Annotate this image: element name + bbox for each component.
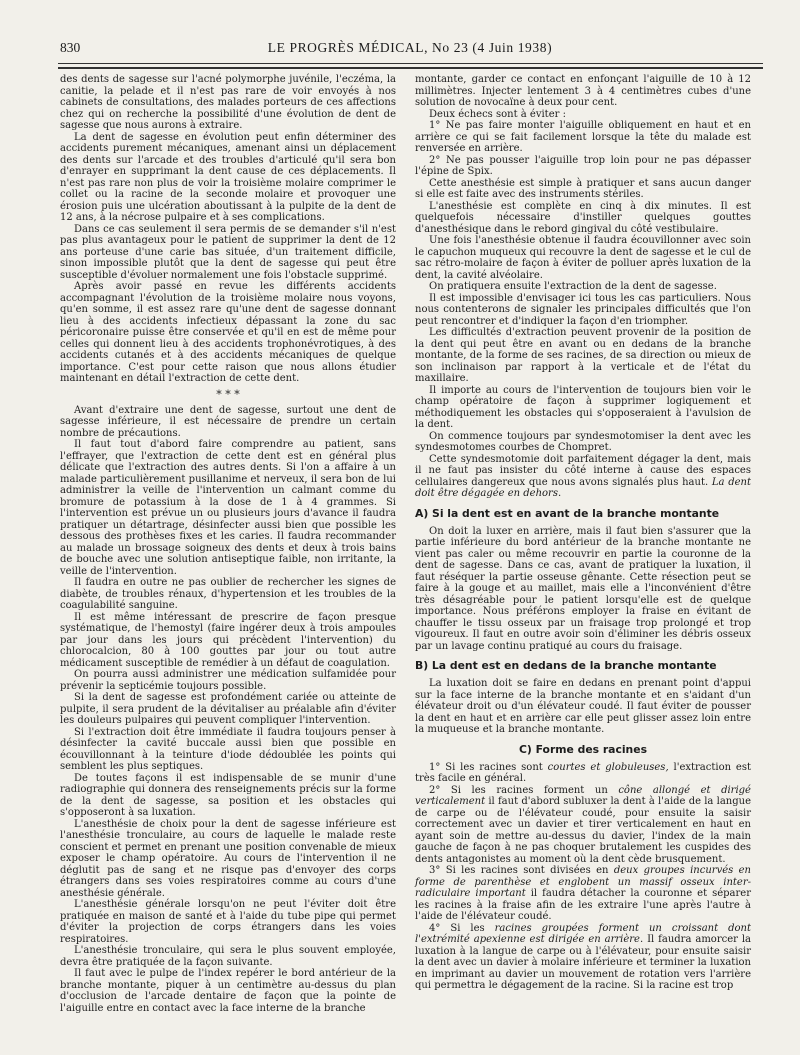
paragraph: L'anesthésie de choix pour la dent de sagesse inférieure est l'anesthésie tronculaire, au cours de laquelle le malade reste conscient et permet en prenant une position convenable de mieux exposer le champ opératoire. Au cours de l'intervention il ne déglutit pas de sang et ne risque pas d'envoyer des corps étrangers dans ses voies respiratoires comme au cours d'une anesthésie générale.	[60, 818, 396, 899]
paragraph: Les difficultés d'extraction peuvent provenir de la position de la dent qui peut être en avant ou en dedans de la branche montante, de la forme de ses racines, de sa direction ou mieux de son inclinaison par rapport à la verticale et de l'état du maxillaire.	[415, 327, 751, 384]
italic-phrase: La dent doit être dégagée en dehors.	[415, 476, 752, 499]
page-number: 830	[60, 40, 81, 55]
paragraph: Il est même intéressant de prescrire de façon presque systématique, de l'hemostyl (faire ingérer deux à trois ampoules par jour dans les jours qui précèdent l'intervention) du chlorocalcion, 80 à 100 gouttes par jour ou tout autre médicament susceptible de remédier à un défaut de coagulation.	[60, 611, 396, 669]
paragraph-text: 2° Si les racines forment un	[429, 784, 619, 796]
paragraph: Une fois l'anesthésie obtenue il faudra écouvillonner avec soin le capuchon muqueux qui recouvre la dent de sagesse et le cul de sac rétro-molaire de façon à éviter de polluer après luxation de la dent, la cavité alvéolaire.	[415, 235, 751, 281]
paragraph: De toutes façons il est indispensable de se munir d'une radiographie qui donnera des renseignements précis sur la forme de la dent de sagesse, sa position et les obstacles qui s'opposeront à sa luxation.	[60, 772, 396, 818]
italic-phrase: deux groupes incurvés en forme de parenthèse et englobent un massif osseux inter-radiculaire important	[415, 865, 752, 899]
paragraph: On pratiquera ensuite l'extraction de la dent de sagesse.	[429, 281, 717, 292]
paragraph: L'anesthésie tronculaire, qui sera le plus souvent employée, devra être pratiquée de la façon suivante.	[60, 945, 396, 968]
paragraph	[415, 785, 751, 866]
paragraph-text: l'extraction est très facile en général.	[415, 761, 751, 784]
paragraph-text: Il faudra amorcer la luxation à la langue de carpe ou à l'élévateur, pour ensuite saisir la dent avec un davier à molaire inférieure et terminer la luxation en imprimant au davier un mouvement de rotation vers l'arrière qui permettra le dégagement de la racine. Si la racine est trop	[415, 934, 751, 991]
paragraph: Avant d'extraire une dent de sagesse, surtout une dent de sagesse inférieure, il est nécessaire de prendre un certain nombre de précautions.	[60, 404, 396, 439]
paragraph	[415, 454, 751, 500]
paragraph: Dans ce cas seulement il sera permis de se demander s'il n'est pas plus avantageux pour le patient de supprimer la dent de 12 ans porteuse d'une carie bas située, d'un traitement difficile, sinon impossible plutôt que la dent de sagesse qui peut être susceptible d'évoluer normalement une fois l'obstacle supprimé.	[60, 223, 396, 281]
paragraph-text: 4° Si les	[429, 922, 495, 934]
left-column	[60, 74, 396, 1014]
paragraph-text: 3° Si les racines sont divisées en	[429, 865, 614, 876]
paragraph	[415, 865, 751, 923]
paragraph: La dent de sagesse en évolution peut enfin déterminer des accidents purement mécaniques, amenant ainsi un déplacement des dents sur l'arcade et des troubles d'articulé qu'il sera bon d'enrayer en supprimant la dent cause de ces déplacements. Il n'est pas rare non plus de voir la troisième molaire comprimer le collet ou la racine de la seconde molaire et provoquer une érosion puis une ulcération aboutissant à la pulpite de la dent de 12 ans, à la nécrose pulpaire et à ses complications.	[60, 131, 396, 223]
header-rule-thin	[58, 63, 763, 64]
paragraph: des dents de sagesse sur l'acné polymorphe juvénile, l'eczéma, la canitie, la pelade et il n'est pas rare de voir envoyés à nos cabinets de consultations, des malades porteurs de ces affections chez qui on recherche la possibilité d'une évolution de dent de sagesse que nous aurons à extraire.	[60, 74, 396, 131]
page-header	[60, 38, 760, 60]
paragraph: Il faut tout d'abord faire comprendre au patient, sans l'effrayer, que l'extraction de cette dent est en général plus délicate que l'extraction des autres dents. Si l'on a affaire à un malade particulièrement pusillanime et nerveux, il sera bon de lui administrer la veille de l'intervention un calmant comme du bromure de potassium à la dose de 1 à 4 grammes. Si l'intervention est prévue un ou plusieurs jours d'avance il faudra pratiquer un détartrage, désinfecter aussi bien que possible les dessous des prothèses fixes et les caries. Il faudra recommander au malade un brossage soigneux des dents et deux à trois bains de bouche avec une solution antiseptique faible, non irritante, la veille de l'intervention.	[60, 439, 396, 577]
italic-phrase: cône allongé et dirigé verticalement	[415, 784, 751, 807]
italic-phrase: courtes et globuleuses,	[547, 761, 669, 773]
paragraph-text: il faudra détacher la couronne et séparer les racines à la fraise afin de les extraire l'une après l'autre à l'aide de l'élévateur coudé.	[415, 888, 751, 922]
paragraph: Il importe au cours de l'intervention de toujours bien voir le champ opératoire de façon à supprimer logiquement et méthodiquement les obstacles qui s'opposeraient à l'avulsion de la dent.	[415, 384, 751, 430]
section-heading-c: C) Forme des racines	[518, 742, 647, 756]
paragraph: On commence toujours par syndesmotomiser la dent avec les syndesmotomes courbes de Chompret.	[415, 430, 751, 453]
section-separator-stars: * * *	[216, 387, 240, 401]
paragraph-text: 1° Si les racines sont	[429, 761, 548, 773]
header-rule-thick	[58, 67, 763, 69]
paragraph	[415, 923, 751, 992]
paragraph: Il est impossible d'envisager ici tous les cas particuliers. Nous nous contenterons de signaler les principales difficultés que l'on peut rencontrer et d'indiquer la façon d'en triompher.	[415, 292, 751, 327]
paragraph: On doit la luxer en arrière, mais il faut bien s'assurer que la partie inférieure du bord antérieur de la branche montante ne vient pas caler ou même recouvrir en partie la couronne de la dent de sagesse. Dans ce cas, avant de pratiquer la luxation, il faut réséquer la partie osseuse gênante. Cette résection peut se faire à la gouge et au maillet, mais elle a l'inconvénient d'être très désagréable pour le patient lorsqu'elle est de quelque importance. Nous préférons employer la fraise en évitant de chauffer le tissu osseux par un fraisage trop prolongé et trop vigoureux. Il faut en outre avoir soin d'éliminer les débris osseux par un lavage continu pratiqué au cours du fraisage.	[415, 525, 751, 652]
paragraph: L'anesthésie générale lorsqu'on ne peut l'éviter doit être pratiquée en maison de santé et à l'aide du tube pipe qui permet d'éviter la projection de corps étrangers dans les voies respiratoires.	[60, 899, 396, 945]
section-heading-b: B) La dent est en dedans de la branche montante	[415, 659, 717, 672]
paragraph: Il faudra en outre ne pas oublier de rechercher les signes de diabète, de troubles rénaux, d'hypertension et les troubles de la coagulabilité sanguine.	[60, 577, 396, 611]
italic-phrase: racines groupées forment un croissant dont l'extrémité apexienne est dirigée en arrière.	[415, 922, 752, 945]
paragraph: L'anesthésie est complète en cinq à dix minutes. Il est quelquefois nécessaire d'instiller quelques gouttes d'anesthésique dans le rebord gingival du côté vestibulaire.	[415, 200, 751, 235]
paragraph: 1° Ne pas faire monter l'aiguille obliquement en haut et en arrière ce qui se fait facilement lorsque la tête du malade est renversée en arrière.	[415, 120, 751, 154]
paragraph: Deux échecs sont à éviter :	[429, 108, 566, 120]
paragraph: On pourra aussi administrer une médication sulfamidée pour prévenir la septicémie toujours possible.	[60, 669, 396, 692]
paragraph: Après avoir passé en revue les différents accidents accompagnant l'évolution de la troisième molaire nous voyons, qu'en somme, il est assez rare qu'une dent de sagesse donnant lieu à des accidents infectieux dépassant la zone du sac péricoronaire puisse être conservée et qu'il en est de même pour celles qui donnent lieu à des accidents trophonévrotiques, à des accidents cutanés et à des accidents mécaniques de quelque importance. C'est pour cette raison que nous allons étudier maintenant en détail l'extraction de cette dent.	[60, 281, 396, 384]
section-heading-a: A) Si la dent est en avant de la branche montante	[415, 506, 720, 520]
running-title: LE PROGRÈS MÉDICAL, No 23 (4 Juin 1938)	[267, 40, 553, 55]
paragraph: Il faut avec le pulpe de l'index repérer le bord antérieur de la branche montante, piquer à un centimètre au-dessus du plan d'occlusion de l'arcade dentaire de façon que la pointe de l'aiguille entre en contact avec la face interne de la branche	[60, 968, 396, 1014]
paragraph: Cette anesthésie est simple à pratiquer et sans aucun danger si elle est faite avec des instruments stériles.	[415, 177, 751, 200]
right-column	[415, 74, 751, 992]
paragraph: La luxation doit se faire en dedans en prenant point d'appui sur la face interne de la branche montante et en s'aidant d'un élévateur droit ou d'un élévateur coudé. Il faut éviter de pousser la dent en haut et en arrière car elle peut glisser assez loin entre la muqueuse et la branche montante.	[415, 678, 751, 735]
paragraph: Si l'extraction doit être immédiate il faudra toujours penser à désinfecter la cavité buccale aussi bien que possible en écouvillonnant à la teinture d'iode dédoublée les points qui semblent les plus septiques.	[60, 726, 396, 772]
paragraph	[415, 762, 751, 785]
paragraph: 2° Ne pas pousser l'aiguille trop loin pour ne pas dépasser l'épine de Spix.	[415, 154, 751, 177]
paragraph: montante, garder ce contact en enfonçant l'aiguille de 10 à 12 millimètres. Injecter lentement 3 à 4 centimètres cubes d'une solution de novocaïne à deux pour cent.	[415, 74, 751, 108]
paragraph-text: il faut d'abord subluxer la dent à l'aide de la langue de carpe ou de l'élévateur coudé, pour ensuite la saisir correctement avec un davier et tirer verticalement en haut en ayant soin de mettre au-dessus du davier, l'index de la main gauche de façon à ne pas choquer brutalement les cuspides des dents antagonistes au moment où la dent cède brusquement.	[415, 796, 751, 865]
paragraph: Si la dent de sagesse est profondément cariée ou atteinte de pulpite, il sera prudent de la dévitaliser au préalable afin d'éviter les douleurs pulpaires qui peuvent compliquer l'intervention.	[60, 692, 396, 726]
paragraph-text: Cette syndesmotomie doit parfaitement dégager la dent, mais il ne faut pas insister du côté interne à cause des espaces cellulaires dangereux que nous avons signalés plus haut.	[415, 453, 751, 488]
